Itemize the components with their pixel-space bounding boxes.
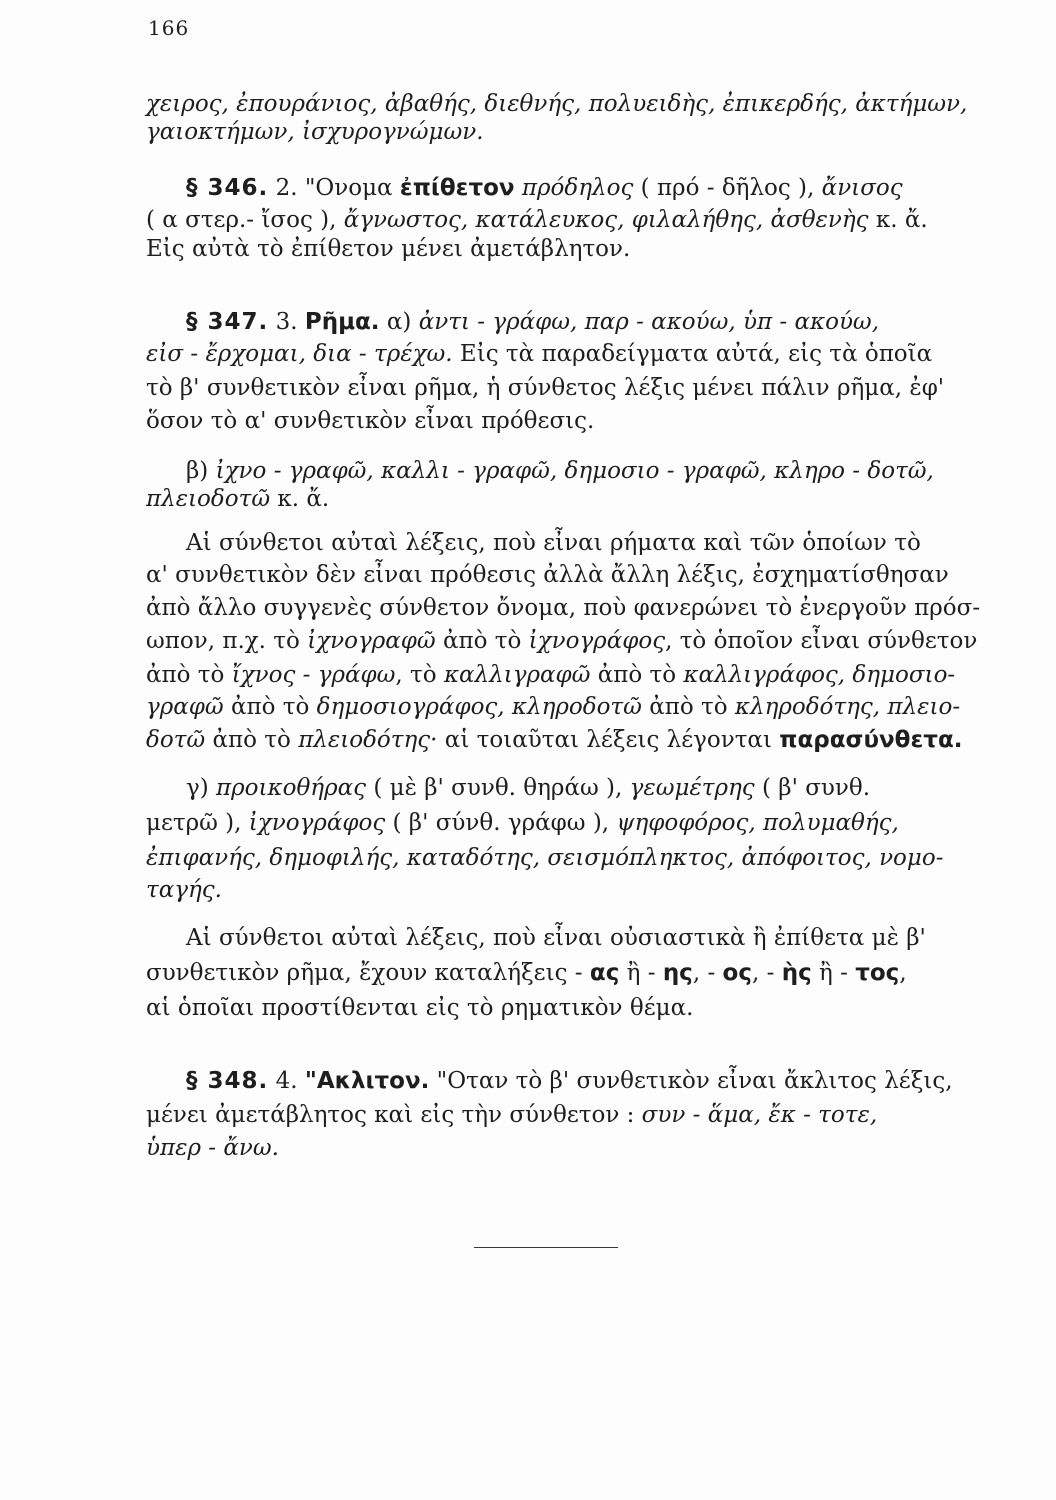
text-line: ( α στερ.- ἴσος ), ἄγνωστος, κατάλευκος, φιλαλήθης, ἀσθενὴς κ. ἄ.	[146, 207, 928, 233]
text-line: γραφῶ ἀπὸ τὸ δημοσιογράφος, κληροδοτῶ ἀπὸ τὸ κληροδότης, πλειο-	[146, 694, 961, 720]
section-347-heading-line: § 347. 3. Ρῆμα. α) ἀντι - γράφω, παρ - ακούω, ὑπ - ακούω,	[186, 309, 880, 335]
bold-term: Ρῆμα.	[304, 309, 380, 335]
text-line: Αἱ σύνθετοι αὐταὶ λέξεις, ποὺ εἶναι οὐσιαστικὰ ἢ ἐπίθετα μὲ β'	[186, 925, 926, 951]
section-number-346: § 346.	[186, 175, 269, 201]
text-line: ἀπὸ ἄλλο συγγενὲς σύνθετον ὄνομα, ποὺ φανερώνει τὸ ἐνεργοῦν πρόσ-	[146, 595, 981, 621]
text-line: τὸ β' συνθετικὸν εἶναι ρῆμα, ἡ σύνθετος λέξις μένει πάλιν ρῆμα, ἐφ'	[146, 375, 945, 401]
text-line: ἐπιφανής, δημοφιλής, καταδότης, σεισμόπληκτος, ἀπόφοιτος, νομο-	[146, 845, 944, 871]
text-line: Αἱ σύνθετοι αὐταὶ λέξεις, ποὺ εἶναι ρήματα καὶ τῶν ὁποίων τὸ	[186, 530, 921, 556]
bold-term: ἐπίθετον	[399, 175, 515, 201]
section-divider	[474, 1247, 618, 1248]
text-line: μετρῶ ), ἰχνογράφος ( β' σύνθ. γράφω ), ψηφοφόρος, πολυμαθής,	[146, 810, 899, 836]
text-line: Εἰς αὐτὰ τὸ ἐπίθετον μένει ἀμετάβλητον.	[146, 236, 631, 262]
bold-term: παρασύνθετα.	[779, 727, 963, 753]
text-line: γ) προικοθήρας ( μὲ β' συνθ. θηράω ), γεωμέτρης ( β' συνθ.	[186, 775, 871, 801]
text-line: α' συνθετικὸν δὲν εἶναι πρόθεσις ἀλλὰ ἄλλη λέξις, ἐσχηματίσθησαν	[146, 562, 949, 588]
text-line: συνθετικὸν ρῆμα, ἔχουν καταλήξεις - ας ἢ - ης, - ος, - ὴς ἢ - τος,	[146, 960, 907, 986]
bold-term: "Ακλιτον.	[304, 1068, 430, 1094]
text-line: ὅσον τὸ α' συνθετικὸν εἶναι πρόθεσις.	[146, 408, 595, 434]
text-line: ἀπὸ τὸ ἴχνος - γράφω, τὸ καλλιγραφῶ ἀπὸ τὸ καλλιγράφος, δημοσιο-	[146, 662, 956, 688]
section-348-heading-line: § 348. 4. "Ακλιτον. "Οταν τὸ β' συνθετικὸν εἶναι ἄκλιτος λέξις,	[186, 1068, 953, 1094]
text-line: δοτῶ ἀπὸ τὸ πλειοδότης· αἱ τοιαῦται λέξεις λέγονται παρασύνθετα.	[146, 727, 963, 753]
italic-text: χειρος, ἐπουράνιος, ἀβαθής, διεθνής, πολυειδὴς, ἐπικερδής, ἀκτήμων,	[146, 91, 968, 117]
text-line: αἱ ὁποῖαι προστίθενται εἰς τὸ ρηματικὸν θέμα.	[146, 995, 694, 1021]
italic-text: γαιοκτήμων, ἰσχυρογνώμων.	[146, 119, 484, 145]
text-line	[146, 117, 484, 147]
section-346-heading-line: § 346. 2. "Ονομα ἐπίθετον πρόδηλος ( πρό - δῆλος ), ἄνισος	[186, 175, 903, 201]
text-line: μένει ἀμετάβλητος καὶ εἰς τὴν σύνθετον : συν - ἅμα, ἔκ - τοτε,	[146, 1102, 878, 1128]
text-line: ωπον, π.χ. τὸ ἰχνογραφῶ ἀπὸ τὸ ἰχνογράφος, τὸ ὁποῖον εἶναι σύνθετον	[146, 628, 978, 654]
text-line: εἰσ - ἔρχομαι, δια - τρέχω. Εἰς τὰ παραδείγματα αὐτά, εἰς τὰ ὁποῖα	[146, 341, 933, 367]
section-number-348: § 348.	[186, 1068, 269, 1094]
text-line: ταγής.	[146, 877, 222, 903]
section-number-347: § 347.	[186, 309, 269, 335]
page-number: 166	[148, 16, 190, 40]
text-line	[146, 89, 967, 119]
text-line: πλειοδοτῶ κ. ἄ.	[146, 486, 330, 512]
text-line: ὑπερ - ἄνω.	[146, 1135, 279, 1161]
text-line: β) ἰχνο - γραφῶ, καλλι - γραφῶ, δημοσιο - γραφῶ, κληρο - δοτῶ,	[186, 458, 934, 484]
